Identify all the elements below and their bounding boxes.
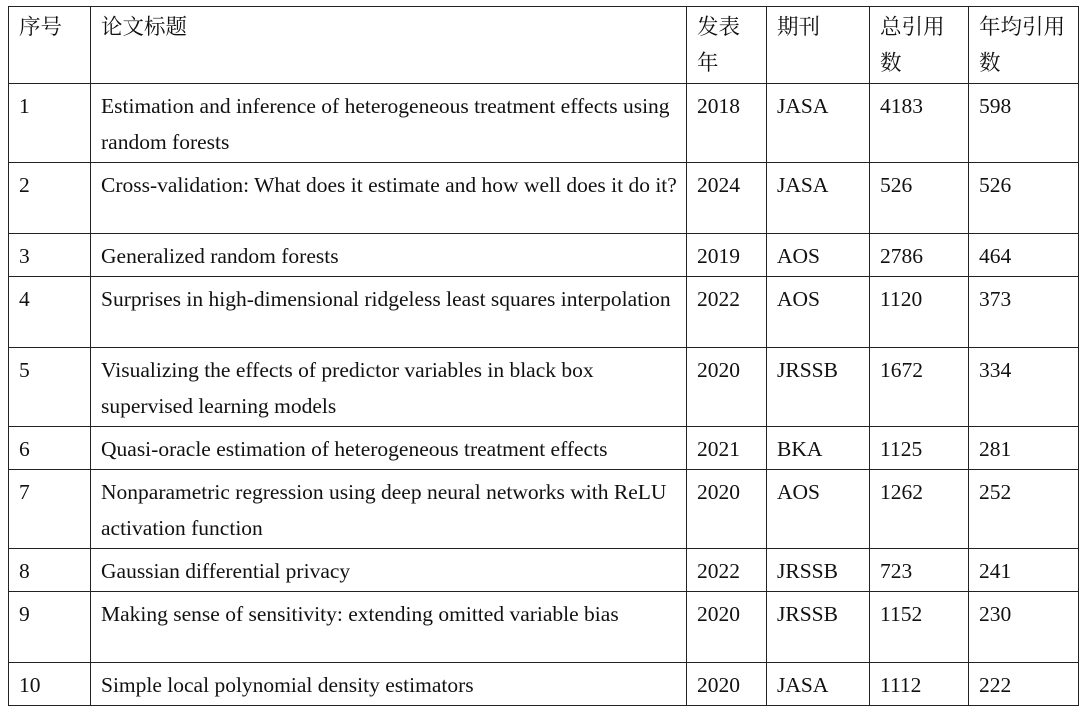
cell-index: 1 [9, 84, 91, 163]
cell-journal: AOS [767, 234, 870, 277]
cell-year: 2018 [687, 84, 767, 163]
cell-avg-citations: 598 [969, 84, 1079, 163]
cell-index: 4 [9, 277, 91, 348]
cell-index: 10 [9, 663, 91, 706]
cell-total-citations: 1112 [870, 663, 969, 706]
cell-title: Making sense of sensitivity: extending omitted variable bias [91, 592, 687, 663]
papers-table-container [8, 6, 1079, 706]
cell-year: 2022 [687, 549, 767, 592]
cell-avg-citations: 252 [969, 470, 1079, 549]
table-row [9, 663, 1079, 706]
cell-year: 2022 [687, 277, 767, 348]
cell-index: 7 [9, 470, 91, 549]
cell-journal: AOS [767, 277, 870, 348]
cell-journal: JASA [767, 163, 870, 234]
table-row [9, 592, 1079, 663]
cell-avg-citations: 222 [969, 663, 1079, 706]
cell-total-citations: 1262 [870, 470, 969, 549]
cell-avg-citations: 230 [969, 592, 1079, 663]
cell-avg-citations: 526 [969, 163, 1079, 234]
cell-journal: JASA [767, 84, 870, 163]
header-index: 序号 [9, 7, 91, 84]
table-header-row [9, 7, 1079, 84]
cell-title: Gaussian differential privacy [91, 549, 687, 592]
cell-total-citations: 1672 [870, 348, 969, 427]
table-row [9, 470, 1079, 549]
cell-journal: AOS [767, 470, 870, 549]
papers-table [8, 6, 1079, 706]
cell-avg-citations: 281 [969, 427, 1079, 470]
cell-year: 2020 [687, 470, 767, 549]
cell-title: Generalized random forests [91, 234, 687, 277]
header-avg-citations: 年均引用数 [969, 7, 1079, 84]
cell-total-citations: 2786 [870, 234, 969, 277]
cell-title: Estimation and inference of heterogeneous treatment effects using random forests [91, 84, 687, 163]
cell-index: 8 [9, 549, 91, 592]
table-row [9, 348, 1079, 427]
table-row [9, 549, 1079, 592]
cell-index: 3 [9, 234, 91, 277]
cell-total-citations: 723 [870, 549, 969, 592]
cell-journal: JRSSB [767, 348, 870, 427]
cell-year: 2019 [687, 234, 767, 277]
cell-journal: JRSSB [767, 592, 870, 663]
header-journal: 期刊 [767, 7, 870, 84]
cell-avg-citations: 373 [969, 277, 1079, 348]
table-row [9, 84, 1079, 163]
header-title: 论文标题 [91, 7, 687, 84]
cell-title: Simple local polynomial density estimators [91, 663, 687, 706]
header-year: 发表年 [687, 7, 767, 84]
cell-total-citations: 1125 [870, 427, 969, 470]
cell-total-citations: 526 [870, 163, 969, 234]
cell-index: 2 [9, 163, 91, 234]
header-total-citations: 总引用数 [870, 7, 969, 84]
cell-index: 6 [9, 427, 91, 470]
table-row [9, 277, 1079, 348]
table-row [9, 234, 1079, 277]
table-row [9, 427, 1079, 470]
cell-journal: JRSSB [767, 549, 870, 592]
cell-year: 2020 [687, 348, 767, 427]
cell-title: Cross-validation: What does it estimate and how well does it do it? [91, 163, 687, 234]
cell-year: 2024 [687, 163, 767, 234]
cell-avg-citations: 334 [969, 348, 1079, 427]
cell-avg-citations: 464 [969, 234, 1079, 277]
cell-year: 2021 [687, 427, 767, 470]
cell-title: Nonparametric regression using deep neural networks with ReLU activation function [91, 470, 687, 549]
cell-journal: JASA [767, 663, 870, 706]
cell-journal: BKA [767, 427, 870, 470]
cell-year: 2020 [687, 663, 767, 706]
cell-title: Quasi-oracle estimation of heterogeneous treatment effects [91, 427, 687, 470]
cell-total-citations: 4183 [870, 84, 969, 163]
table-row [9, 163, 1079, 234]
cell-avg-citations: 241 [969, 549, 1079, 592]
cell-index: 9 [9, 592, 91, 663]
cell-total-citations: 1152 [870, 592, 969, 663]
cell-total-citations: 1120 [870, 277, 969, 348]
cell-title: Surprises in high-dimensional ridgeless least squares interpolation [91, 277, 687, 348]
cell-year: 2020 [687, 592, 767, 663]
cell-title: Visualizing the effects of predictor variables in black box supervised learning models [91, 348, 687, 427]
cell-index: 5 [9, 348, 91, 427]
